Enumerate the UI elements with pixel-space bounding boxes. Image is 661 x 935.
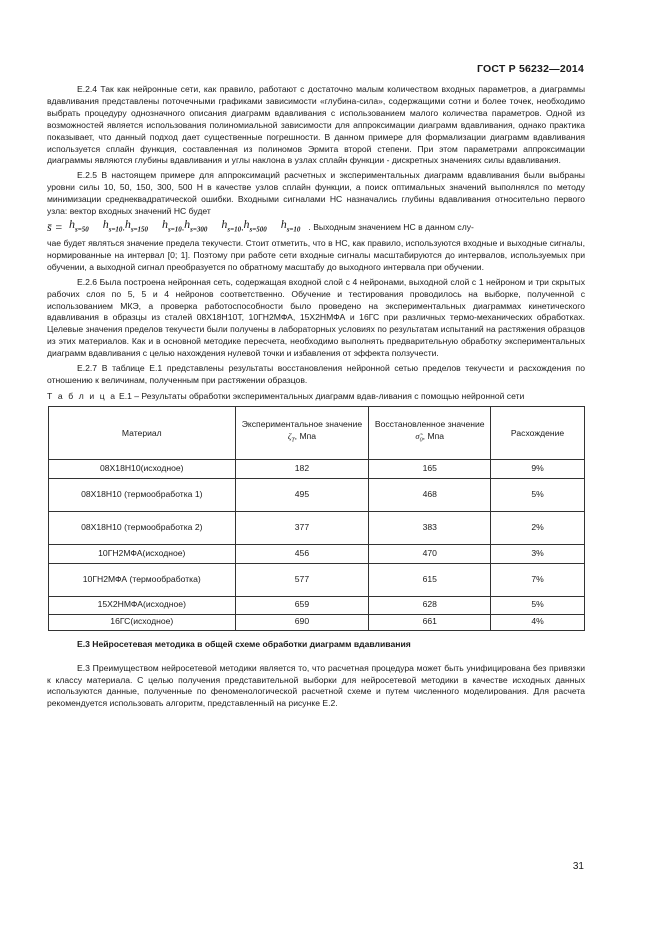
page-number: 31 bbox=[572, 861, 584, 872]
cell-div: 9% bbox=[491, 459, 585, 478]
document-body bbox=[47, 84, 585, 713]
paragraph-e26: Е.2.6 Была построена нейронная сеть, содержащая входной слой с 4 нейронами, выходной слой с 1 нейроном и три скрытых рабочих слоя по 5, 5 и 4 нейронов соответственно. Обучение и тестирования проводилось на выборке, полученной с использованием МКЭ, а проверка работоспособности было проведено на экспериментальных диаграммах кинетического вдавливания в образцы из сталей 08Х18Н10Т, 10ГН2МФА, 15Х2НМФА и 16ГС при различных термо-механических обработках. Целевые значения пределов текучести были получены в лабораторных условиях по результатам испытаний на растяжения образцов из этих материалов. Как и в основной методике пересчета, необходимо выполнять предварительную обработку экспериментальных диаграмм вдавливания с целью нахождения нулевой точки и избавления от эффекта ползучести. bbox=[47, 276, 585, 359]
cell-div: 5% bbox=[491, 478, 585, 511]
cell-div: 2% bbox=[491, 511, 585, 544]
vector-term: $h_{s=10}$ bbox=[162, 216, 182, 234]
vector-symbol: s̄ = bbox=[47, 219, 63, 234]
cell-material: 10ГН2МФА (термообработка) bbox=[49, 563, 236, 596]
paragraph-e27: Е.2.7 В таблице Е.1 представлены результаты восстановления нейронной сетью пределов текучести и расхождения по отношению к величинам, полученным при растяжении образцов. bbox=[47, 363, 585, 385]
cell-rest: 615 bbox=[369, 563, 491, 596]
paragraph-e25: Е.2.5 В настоящем примере для аппроксимаций расчетных и экспериментальных диаграмм вдавливания были выбраны уровни силы 10, 50, 150, 300, 500 Н в качестве узлов сплайн функции, а поиск оптимальных значений выполнялся по методу минимизации среднеквадратической ошибки. Входными сигналами НС назначались глубины вдавливания относительно первого узла: вектор входных значений НС будет bbox=[47, 170, 585, 217]
cell-material: 08Х18Н10 (термообработка 2) bbox=[49, 511, 236, 544]
paragraph-e3: Е.3 Преимуществом нейросетевой методики является то, что расчетная процедура может быть унифицирована без привязки к классу материала. С целью получения представительной выборки для нейросетевой методики в качестве исходных данных используются данные, полученные по феноменологической расчетной схеме и путем численного моделирования. Для расчета рекомендуется использовать алгоритм, представленный на рисунке Е.2. bbox=[47, 662, 585, 709]
section-heading-e3: Е.3 Нейросетевая методика в общей схеме обработки диаграмм вдавливания bbox=[77, 638, 411, 649]
table-row bbox=[49, 478, 585, 511]
cell-exp: 690 bbox=[235, 614, 369, 630]
table-row bbox=[49, 459, 585, 478]
cell-div: 4% bbox=[491, 614, 585, 630]
vector-tail-text: . Выходным значением НС в данном слу- bbox=[308, 221, 474, 232]
vector-term: $h_{s=10}$ bbox=[102, 216, 123, 234]
vector-term: $h_{s=50}$ bbox=[69, 216, 89, 234]
table-caption-label: Т а б л и ц а bbox=[47, 390, 117, 401]
header-experimental: Экспериментальное значение $\zeta_T$, Мпа bbox=[235, 406, 369, 459]
cell-material: 08Х18Н10(исходное) bbox=[49, 459, 236, 478]
vector-term: $h_{s=500}$ bbox=[243, 216, 267, 234]
vector-term: $h_{s=300}$ bbox=[184, 216, 208, 234]
cell-exp: 495 bbox=[235, 478, 369, 511]
cell-exp: 377 bbox=[235, 511, 369, 544]
cell-material: 16ГС(исходное) bbox=[49, 614, 236, 630]
cell-div: 5% bbox=[491, 596, 585, 614]
header-divergence: Расхождение bbox=[491, 406, 585, 459]
table-header-row bbox=[49, 406, 585, 459]
table-caption bbox=[47, 391, 585, 403]
cell-exp: 659 bbox=[235, 596, 369, 614]
vector-term: $h_{s=10}$ bbox=[221, 216, 242, 234]
cell-div: 3% bbox=[491, 544, 585, 563]
cell-exp: 577 bbox=[235, 563, 369, 596]
paragraph-e25-cont: чае будет являться значение предела текучести. Стоит отметить, что в НС, как правило, используются входные и выходные сигналы, нормированные на интервал [0; 1]. Поэтому при работе сети входные сигналы масштабируются до интервалов, используемых при обучении, а выходной сигнал преобразуется по обратному масштабу до выходного интервала при обучении. bbox=[47, 237, 585, 272]
results-table bbox=[48, 406, 585, 631]
document-header: ГОСТ Р 56232—2014 bbox=[476, 63, 584, 75]
cell-rest: 661 bbox=[369, 614, 491, 630]
paragraph-e24: Е.2.4 Так как нейронные сети, как правило, работают с достаточно малым количеством входных параметров, а диаграммы вдавливания представлены поточечными графиками зависимости «глубина-сила», содержащими сотни и более точек, необходимо выбрать процедуру однозначного описания диаграмм вдавливания с использованием малого количества параметров. Одной из возможностей является использования полиномиальной зависимости для аппроксимации диаграмм вдавливания, однако практика показывает, что данный подход дает существенные погрешности. В данном примере для формализации диаграмм вдавливания используется сплайн функция, составленная из полиномов Эрмита второй степени. При этом параметрами аппроксимации диаграммы являются глубины вдавливания и углы наклона в узлах сплайн функции - дискретных значениях силы вдавливания. bbox=[47, 84, 585, 166]
header-material: Материал bbox=[49, 406, 236, 459]
cell-rest: 383 bbox=[369, 511, 491, 544]
cell-div: 7% bbox=[491, 563, 585, 596]
cell-rest: 470 bbox=[369, 544, 491, 563]
table-row bbox=[49, 511, 585, 544]
cell-material: 10ГН2МФА(исходное) bbox=[49, 544, 236, 563]
cell-rest: 165 bbox=[369, 459, 491, 478]
table-row bbox=[49, 544, 585, 563]
table-caption-text: Е.1 – Результаты обработки экспериментальных диаграмм вдав-ливания с помощью нейронной сети bbox=[116, 390, 525, 401]
table-row bbox=[49, 614, 585, 630]
header-restored: Восстановленное значение $\sigmã_0$, Мпа bbox=[369, 406, 491, 459]
cell-material: 15Х2НМФА(исходное) bbox=[49, 596, 236, 614]
vector-term: $h_{s=10}$ bbox=[280, 216, 301, 234]
table-row bbox=[49, 563, 585, 596]
cell-exp: 182 bbox=[235, 459, 369, 478]
cell-exp: 456 bbox=[235, 544, 369, 563]
vector-term: $h_{s=150}$ bbox=[124, 216, 149, 234]
cell-rest: 468 bbox=[369, 478, 491, 511]
input-vector-formula: s̄ = $h_{s=50}$ $h_{s=10}$ , $h_{s=150}$ $h_{s=10}$ , $h_{s=300}$ $h_{s=10}$ , $h_{s=500}$ $h_{s=10}$ . Выходным значением НС в данном слу- bbox=[47, 219, 585, 236]
table-row bbox=[49, 596, 585, 614]
cell-material: 08Х18Н10 (термообработка 1) bbox=[49, 478, 236, 511]
cell-rest: 628 bbox=[369, 596, 491, 614]
